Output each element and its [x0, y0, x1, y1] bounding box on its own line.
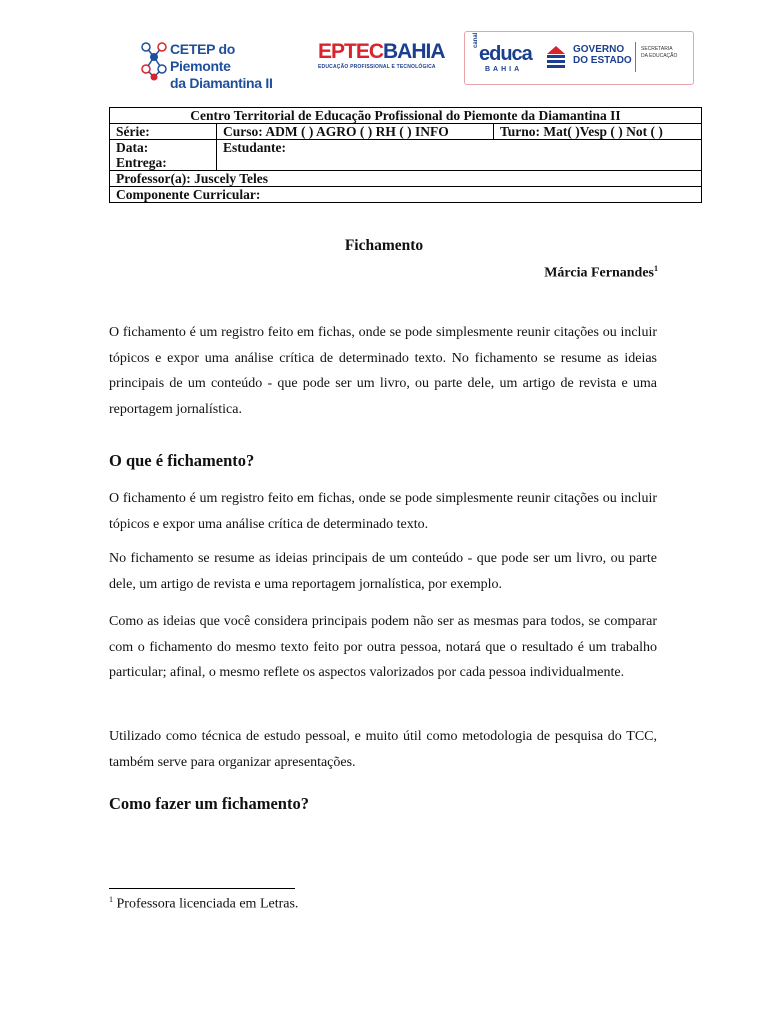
author-name: [544, 264, 658, 282]
paragraph-4: Utilizado como técnica de estudo pessoal, e muito útil como metodologia de pesquisa do TCC, também serve para organizar apresentações.: [109, 729, 657, 770]
eptec-wordmark-b: BAHIA: [383, 40, 445, 63]
estudante-field[interactable]: Estudante:: [217, 140, 702, 171]
cetep-logo: [138, 39, 288, 91]
eptec-subtitle: EDUCAÇÃO PROFISSIONAL E TECNOLÓGICA: [318, 64, 436, 70]
table-row: [110, 140, 702, 171]
educa-text: educa: [479, 43, 532, 65]
data-label: Data:: [116, 140, 149, 155]
footnote-mark: 1: [109, 895, 113, 904]
footnote-divider: [109, 888, 295, 889]
canal-text: canal: [473, 32, 479, 48]
table-row: [110, 108, 702, 124]
header-logos: [0, 30, 768, 91]
cetep-logo-text: [170, 41, 288, 92]
paragraph-1: O fichamento é um registro feito em fichas, onde se pode simplesmente reunir citações ou incluir tópicos e expor uma análise crítica de determinado texto.: [109, 491, 657, 532]
section-heading-como-fazer: Como fazer um fichamento?: [109, 794, 309, 813]
governo-logo-box: [464, 31, 694, 85]
eptec-bahia-logo: [318, 41, 458, 79]
data-entrega-field[interactable]: [110, 140, 217, 171]
student-info-table: [109, 107, 702, 203]
document-title: Fichamento: [344, 237, 424, 254]
canal-bahia-text: BAHIA: [485, 66, 523, 73]
center-title-cell: Centro Territorial de Educação Profissional do Piemonte da Diamantina II: [110, 108, 702, 124]
canal-educa-logo: [471, 32, 541, 78]
bahia-flag-icon: [545, 44, 567, 70]
eptec-wordmark: [318, 41, 458, 63]
secretaria-line-2: DA EDUCAÇÃO: [641, 53, 678, 59]
paragraph-3: Como as ideias que você considera principais podem não ser as mesmas para todos, se comparar com o fichamento do mesmo texto feito por outra pessoa, notará que o resultado é um trabalho particular; afinal, o mesmo reflete os aspectos valorizados por cada pessoa individualmente.: [109, 614, 657, 680]
serie-field[interactable]: Série:: [110, 124, 217, 140]
logo-divider: [635, 42, 636, 72]
table-row: [110, 124, 702, 140]
paragraph-2: No fichamento se resume as ideias principais de um conteúdo - que pode ser um livro, ou parte dele, um artigo de revista e uma reportagem jornalística, por exemplo.: [109, 551, 657, 592]
author-footnote-mark[interactable]: 1: [654, 264, 658, 273]
cetep-line-1: CETEP do Piemonte: [170, 41, 236, 74]
turno-field[interactable]: Turno: Mat( )Vesp ( ) Not ( ): [494, 124, 702, 140]
eptec-wordmark-a: EPTEC: [318, 40, 384, 63]
secretaria-text: [641, 46, 677, 60]
governo-text: [573, 44, 632, 66]
componente-field[interactable]: Componente Curricular:: [110, 187, 702, 203]
author-text: Márcia Fernandes: [544, 265, 654, 281]
entrega-label: Entrega:: [116, 155, 167, 170]
section-heading-o-que-e: O que é fichamento?: [109, 451, 255, 470]
molecule-icon: [138, 39, 170, 81]
table-row: [110, 171, 702, 187]
curso-field[interactable]: Curso: ADM ( ) AGRO ( ) RH ( ) INFO: [217, 124, 494, 140]
secretaria-line-1: SECRETARIA: [641, 46, 673, 52]
cetep-line-2: da Diamantina II: [170, 75, 273, 91]
footnote-text: Professora licenciada em Letras.: [113, 896, 299, 912]
footnote: [109, 895, 298, 913]
governo-line-1: GOVERNO: [573, 44, 625, 55]
intro-paragraph: O fichamento é um registro feito em fichas, onde se pode simplesmente reunir citações ou incluir tópicos e expor uma análise crítica de determinado texto. No fichamento se resume as ideias principais de um conteúdo - que pode ser um livro, ou parte dele, um artigo de revista e uma reportagem jornalística.: [109, 325, 657, 417]
governo-line-2: DO ESTADO: [573, 55, 632, 66]
table-row: [110, 187, 702, 203]
professor-field: Professor(a): Juscely Teles: [110, 171, 702, 187]
